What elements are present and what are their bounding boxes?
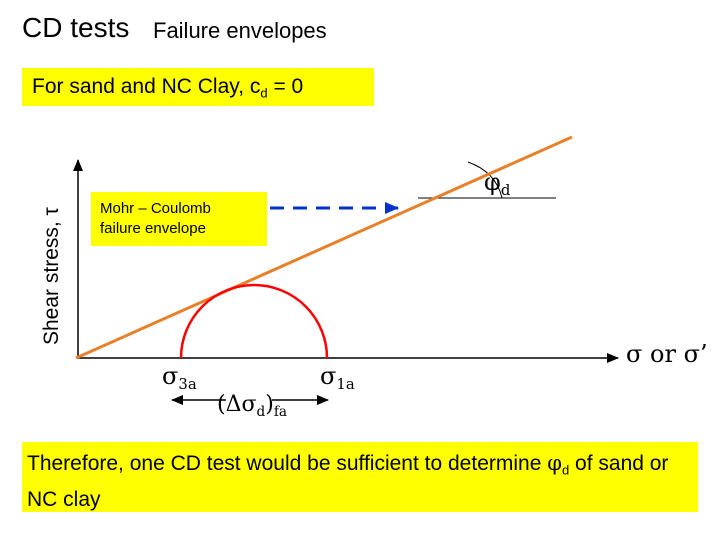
delta-subscript-d: d — [256, 403, 266, 420]
conclusion-text-before: Therefore, one CD test would be sufficient to determine — [27, 452, 548, 475]
sigma1-subscript: 1a — [336, 375, 355, 394]
phi-subscript: d — [500, 181, 511, 200]
sigma1-symbol: σ — [320, 362, 337, 390]
note-prefix: For sand and NC Clay, c — [32, 75, 261, 98]
envelope-label-box — [91, 192, 267, 246]
conclusion-phi-subscript: d — [561, 462, 570, 478]
mohr-circle — [181, 285, 327, 358]
y-axis-label: Shear stress, τ — [40, 207, 63, 345]
note-subscript: d — [260, 85, 268, 101]
sigma3-subscript: 3a — [178, 375, 197, 394]
deviator-stress-label — [217, 392, 287, 420]
x-axis-label: σ or σ’ — [626, 340, 708, 368]
slide-title: CD tests — [22, 12, 130, 43]
envelope-label-line2: failure envelope — [100, 220, 206, 237]
delta-prefix: (Δσ — [217, 392, 257, 417]
slide-subtitle: Failure envelopes — [153, 18, 327, 43]
phi-symbol: φ — [484, 168, 501, 196]
friction-angle-label — [484, 168, 510, 199]
delta-subscript-fa: fa — [273, 403, 287, 420]
conclusion-box — [22, 442, 698, 512]
sigma3-symbol: σ — [162, 362, 179, 390]
sigma3-label — [162, 362, 197, 393]
sigma1-label — [320, 362, 355, 393]
delta-close: ) — [265, 392, 274, 417]
note-suffix: = 0 — [267, 75, 304, 98]
envelope-label-line1: Mohr – Coulomb — [100, 200, 211, 217]
conclusion-phi-symbol: φ — [547, 451, 562, 475]
conclusion-text-after: of sand or NC clay — [27, 452, 669, 511]
